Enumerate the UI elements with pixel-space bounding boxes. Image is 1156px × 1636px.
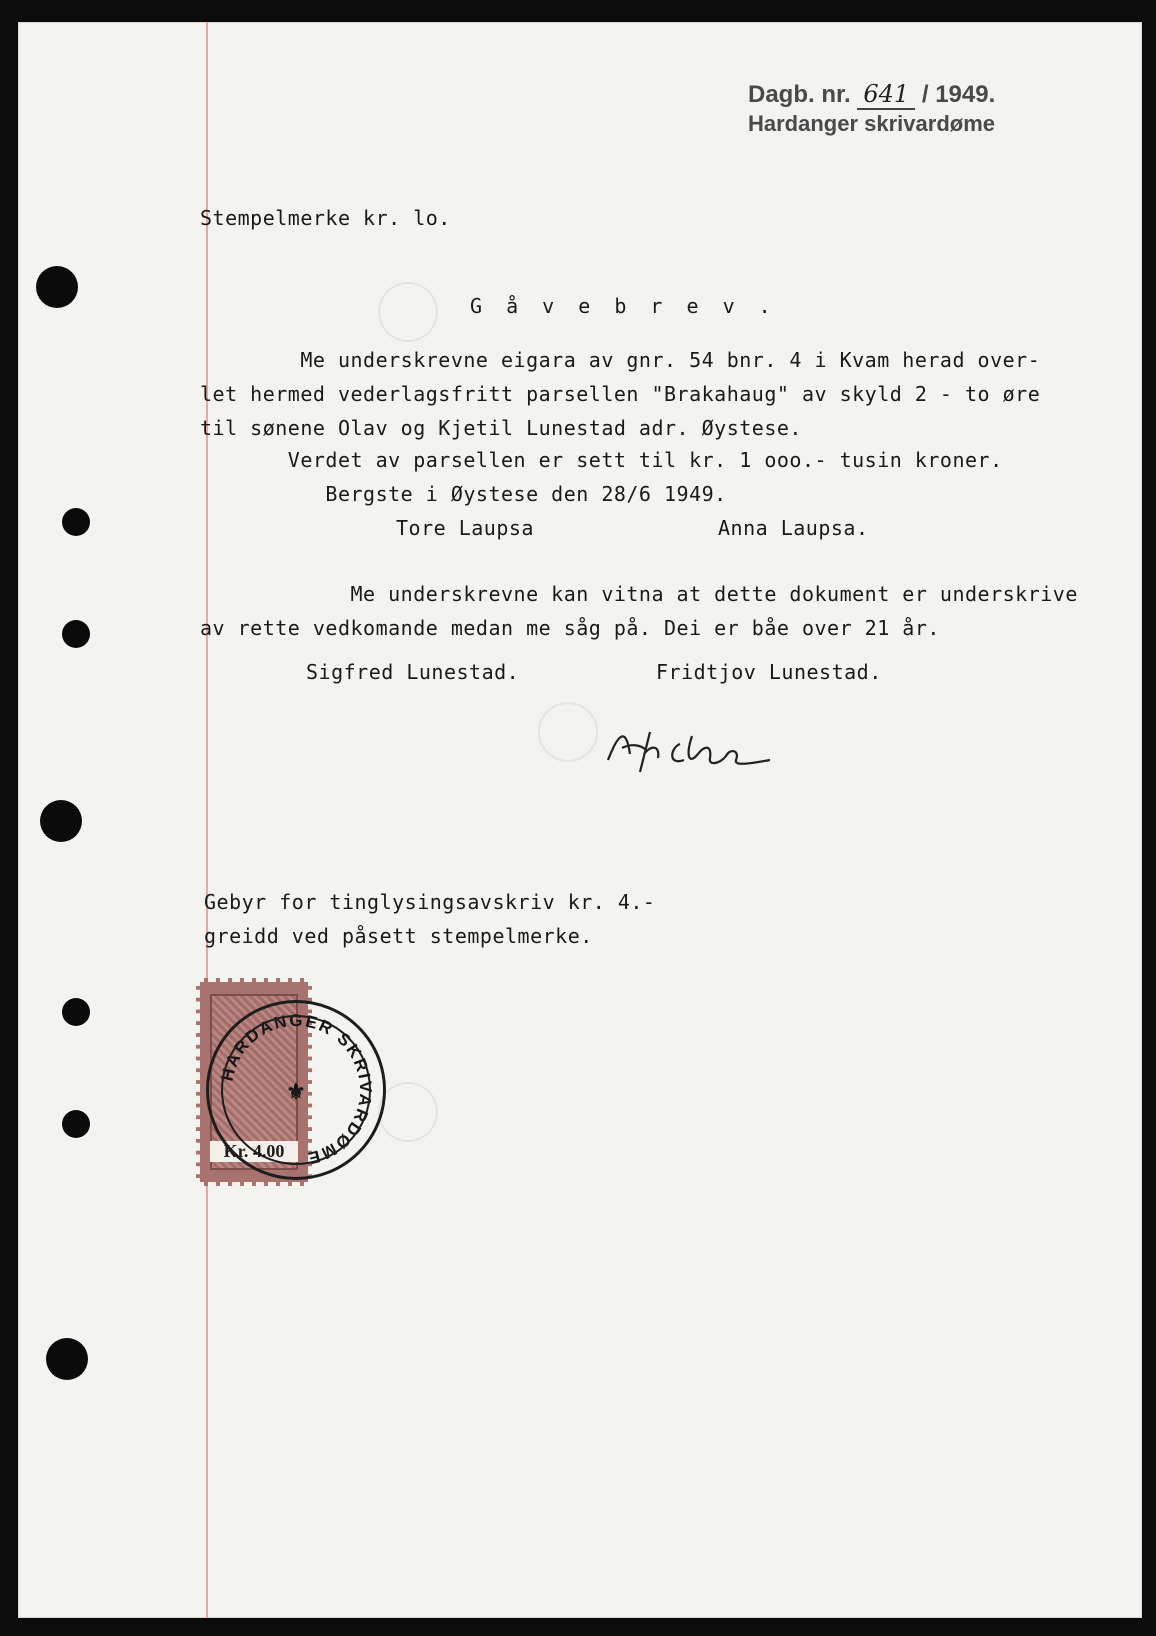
margin-line: [206, 22, 208, 1618]
body-line-5: Bergste i Øystese den 28/6 1949.: [200, 482, 727, 506]
punch-hole: [36, 266, 78, 308]
registration-prefix: Dagb. nr.: [748, 81, 851, 108]
body-line-1: Me underskrevne eigara av gnr. 54 bnr. 4 i Kvam herad over-: [200, 348, 1041, 372]
punch-hole: [62, 1110, 90, 1138]
registration-separator: /: [921, 81, 929, 108]
registration-stamp: [748, 80, 995, 137]
punch-hole: [62, 620, 90, 648]
stamp-note: Stempelmerke kr. lo.: [200, 206, 451, 230]
body-line-2: let hermed vederlagsfritt parsellen "Brakahaug" av skyld 2 - to øre: [200, 382, 1041, 406]
watermark-mark: [378, 1082, 438, 1142]
seal-text: HARDANGER SKRIVARDØME: [217, 1010, 376, 1169]
punch-hole: [62, 998, 90, 1026]
watermark-mark: [538, 702, 598, 762]
signer-2: Anna Laupsa.: [718, 516, 869, 540]
registration-year: 1949.: [935, 81, 996, 108]
registration-line-2: Hardanger skrivardøme: [748, 111, 995, 136]
punch-hole: [62, 508, 90, 536]
registration-line-1: [748, 80, 995, 109]
revenue-stamp-value: Kr. 4.00: [210, 1141, 298, 1162]
registration-number: 641: [857, 80, 915, 110]
seal-ring-text: [206, 1000, 386, 1180]
witness-2: Fridtjov Lunestad.: [656, 660, 882, 684]
handwritten-signature: [600, 714, 780, 784]
punch-hole: [40, 800, 82, 842]
body-line-4: Verdet av parsellen er sett til kr. 1 ooo.- tusin kroner.: [200, 448, 1003, 472]
witness-line-2: av rette vedkomande medan me såg på. Dei er båe over 21 år.: [200, 616, 940, 640]
seal-emblem-icon: ⚜: [286, 1079, 306, 1104]
document-title: G å v e b r e v .: [470, 294, 777, 318]
body-line-3: til sønene Olav og Kjetil Lunestad adr. Øystese.: [200, 416, 802, 440]
watermark-mark: [378, 282, 438, 342]
official-seal: [206, 1000, 386, 1180]
svg-text:HARDANGER SKRIVARDØME: [218, 1011, 376, 1168]
witness-1: Sigfred Lunestad.: [306, 660, 520, 684]
fee-line-1: Gebyr for tinglysingsavskriv kr. 4.-: [204, 890, 656, 914]
signer-1: Tore Laupsa: [396, 516, 534, 540]
fee-line-2: greidd ved påsett stempelmerke.: [204, 924, 593, 948]
document-page: [18, 22, 1142, 1618]
punch-hole: [46, 1338, 88, 1380]
witness-line-1: Me underskrevne kan vitna at dette dokument er underskrive: [200, 582, 1078, 606]
